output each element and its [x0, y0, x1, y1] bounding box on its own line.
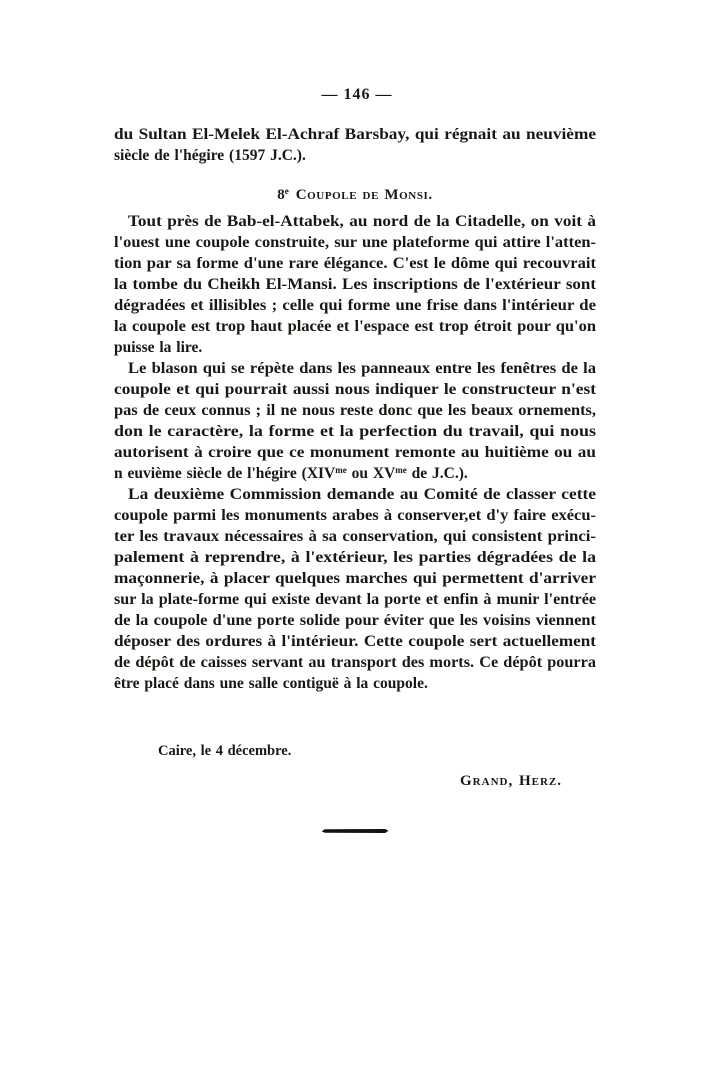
- text-line: sur la plate-forme qui existe devant la porte et enfin à munir l'entrée: [114, 591, 596, 608]
- text-line: don le caractère, la forme et la perfection du travail, qui nous: [114, 423, 596, 440]
- paragraph: [114, 358, 596, 484]
- text-line: de dépôt de caisses servant au transport des morts. Ce dépôt pourra: [114, 654, 596, 671]
- superscript-ordinal: me: [395, 465, 407, 475]
- page-number: — 146 —: [321, 86, 393, 103]
- text-line: n euvième siècle de l'hégire ($XIV^{me}$ ou $XV^{me}$ de J.C.).: [114, 465, 468, 482]
- text-line: coupole parmi les monuments arabes à conserver,et d'y faire exécu-: [114, 507, 596, 524]
- text-line: être placé dans une salle contiguë à la coupole.: [114, 675, 428, 692]
- signature: Grand, Herz.: [460, 773, 562, 789]
- section-number: 8: [277, 187, 285, 203]
- section-ordinal-suffix: e: [284, 186, 289, 196]
- text-line: Le blason qui se répète dans les panneaux entre les fenêtres de la: [128, 360, 596, 377]
- text-line: déposer des ordures à l'intérieur. Cette coupole sert actuellement: [114, 633, 596, 650]
- intro-paragraph: [114, 124, 596, 166]
- text-line: autorisent à croire que ce monument remonte au huitième ou au: [114, 444, 596, 461]
- text-line: La deuxième Commission demande au Comité de classer cette: [128, 486, 596, 503]
- end-rule: [322, 829, 389, 833]
- text-line: siècle de l'hégire (1597 J.C.).: [114, 147, 306, 164]
- paragraph: [114, 124, 596, 166]
- text-line: Tout près de Bab-el-Attabek, au nord de la Citadelle, on voit à: [128, 213, 596, 230]
- section-heading: [114, 185, 596, 206]
- paragraph: [114, 211, 596, 358]
- paragraphs-container: [114, 211, 596, 694]
- text-line: pas de ceux connus ; il ne nous reste donc que les beaux ornements,: [114, 402, 596, 419]
- text-line: du Sultan El-Melek El-Achraf Barsbay, qui régnait au neuvième: [114, 126, 596, 143]
- text-line: la coupole est trop haut placée et l'espace est trop étroit pour qu'on: [114, 318, 596, 335]
- text-line: l'ouest une coupole construite, sur une plateforme qui attire l'atten-: [114, 234, 596, 251]
- text-line: palement à reprendre, à l'extérieur, les parties dégradées de la: [114, 549, 596, 566]
- text-line: de la coupole d'une porte solide pour éviter que les voisins viennent: [114, 612, 596, 629]
- text-block: [114, 124, 596, 833]
- text-line: ter les travaux nécessaires à sa conservation, qui consistent princi-: [114, 528, 596, 545]
- text-line: coupole et qui pourrait aussi nous indiquer le constructeur n'est: [114, 381, 596, 398]
- section-title: Coupole de Monsi.: [295, 187, 433, 203]
- text-line: dégradées et illisibles ; celle qui forme une frise dans l'intérieur de: [114, 297, 596, 314]
- dateline: Caire, le 4 décembre.: [158, 743, 292, 759]
- text-line: puisse la lire.: [114, 339, 203, 356]
- superscript-ordinal: me: [335, 465, 347, 475]
- text-line: maçonnerie, à placer quelques marches qui permettent d'arriver: [114, 570, 596, 587]
- text-line: la tombe du Cheikh El-Mansi. Les inscriptions de l'extérieur sont: [114, 276, 596, 293]
- text-line: tion par sa forme d'une rare élégance. C'est le dôme qui recouvrait: [114, 255, 596, 272]
- paragraph: [114, 484, 596, 694]
